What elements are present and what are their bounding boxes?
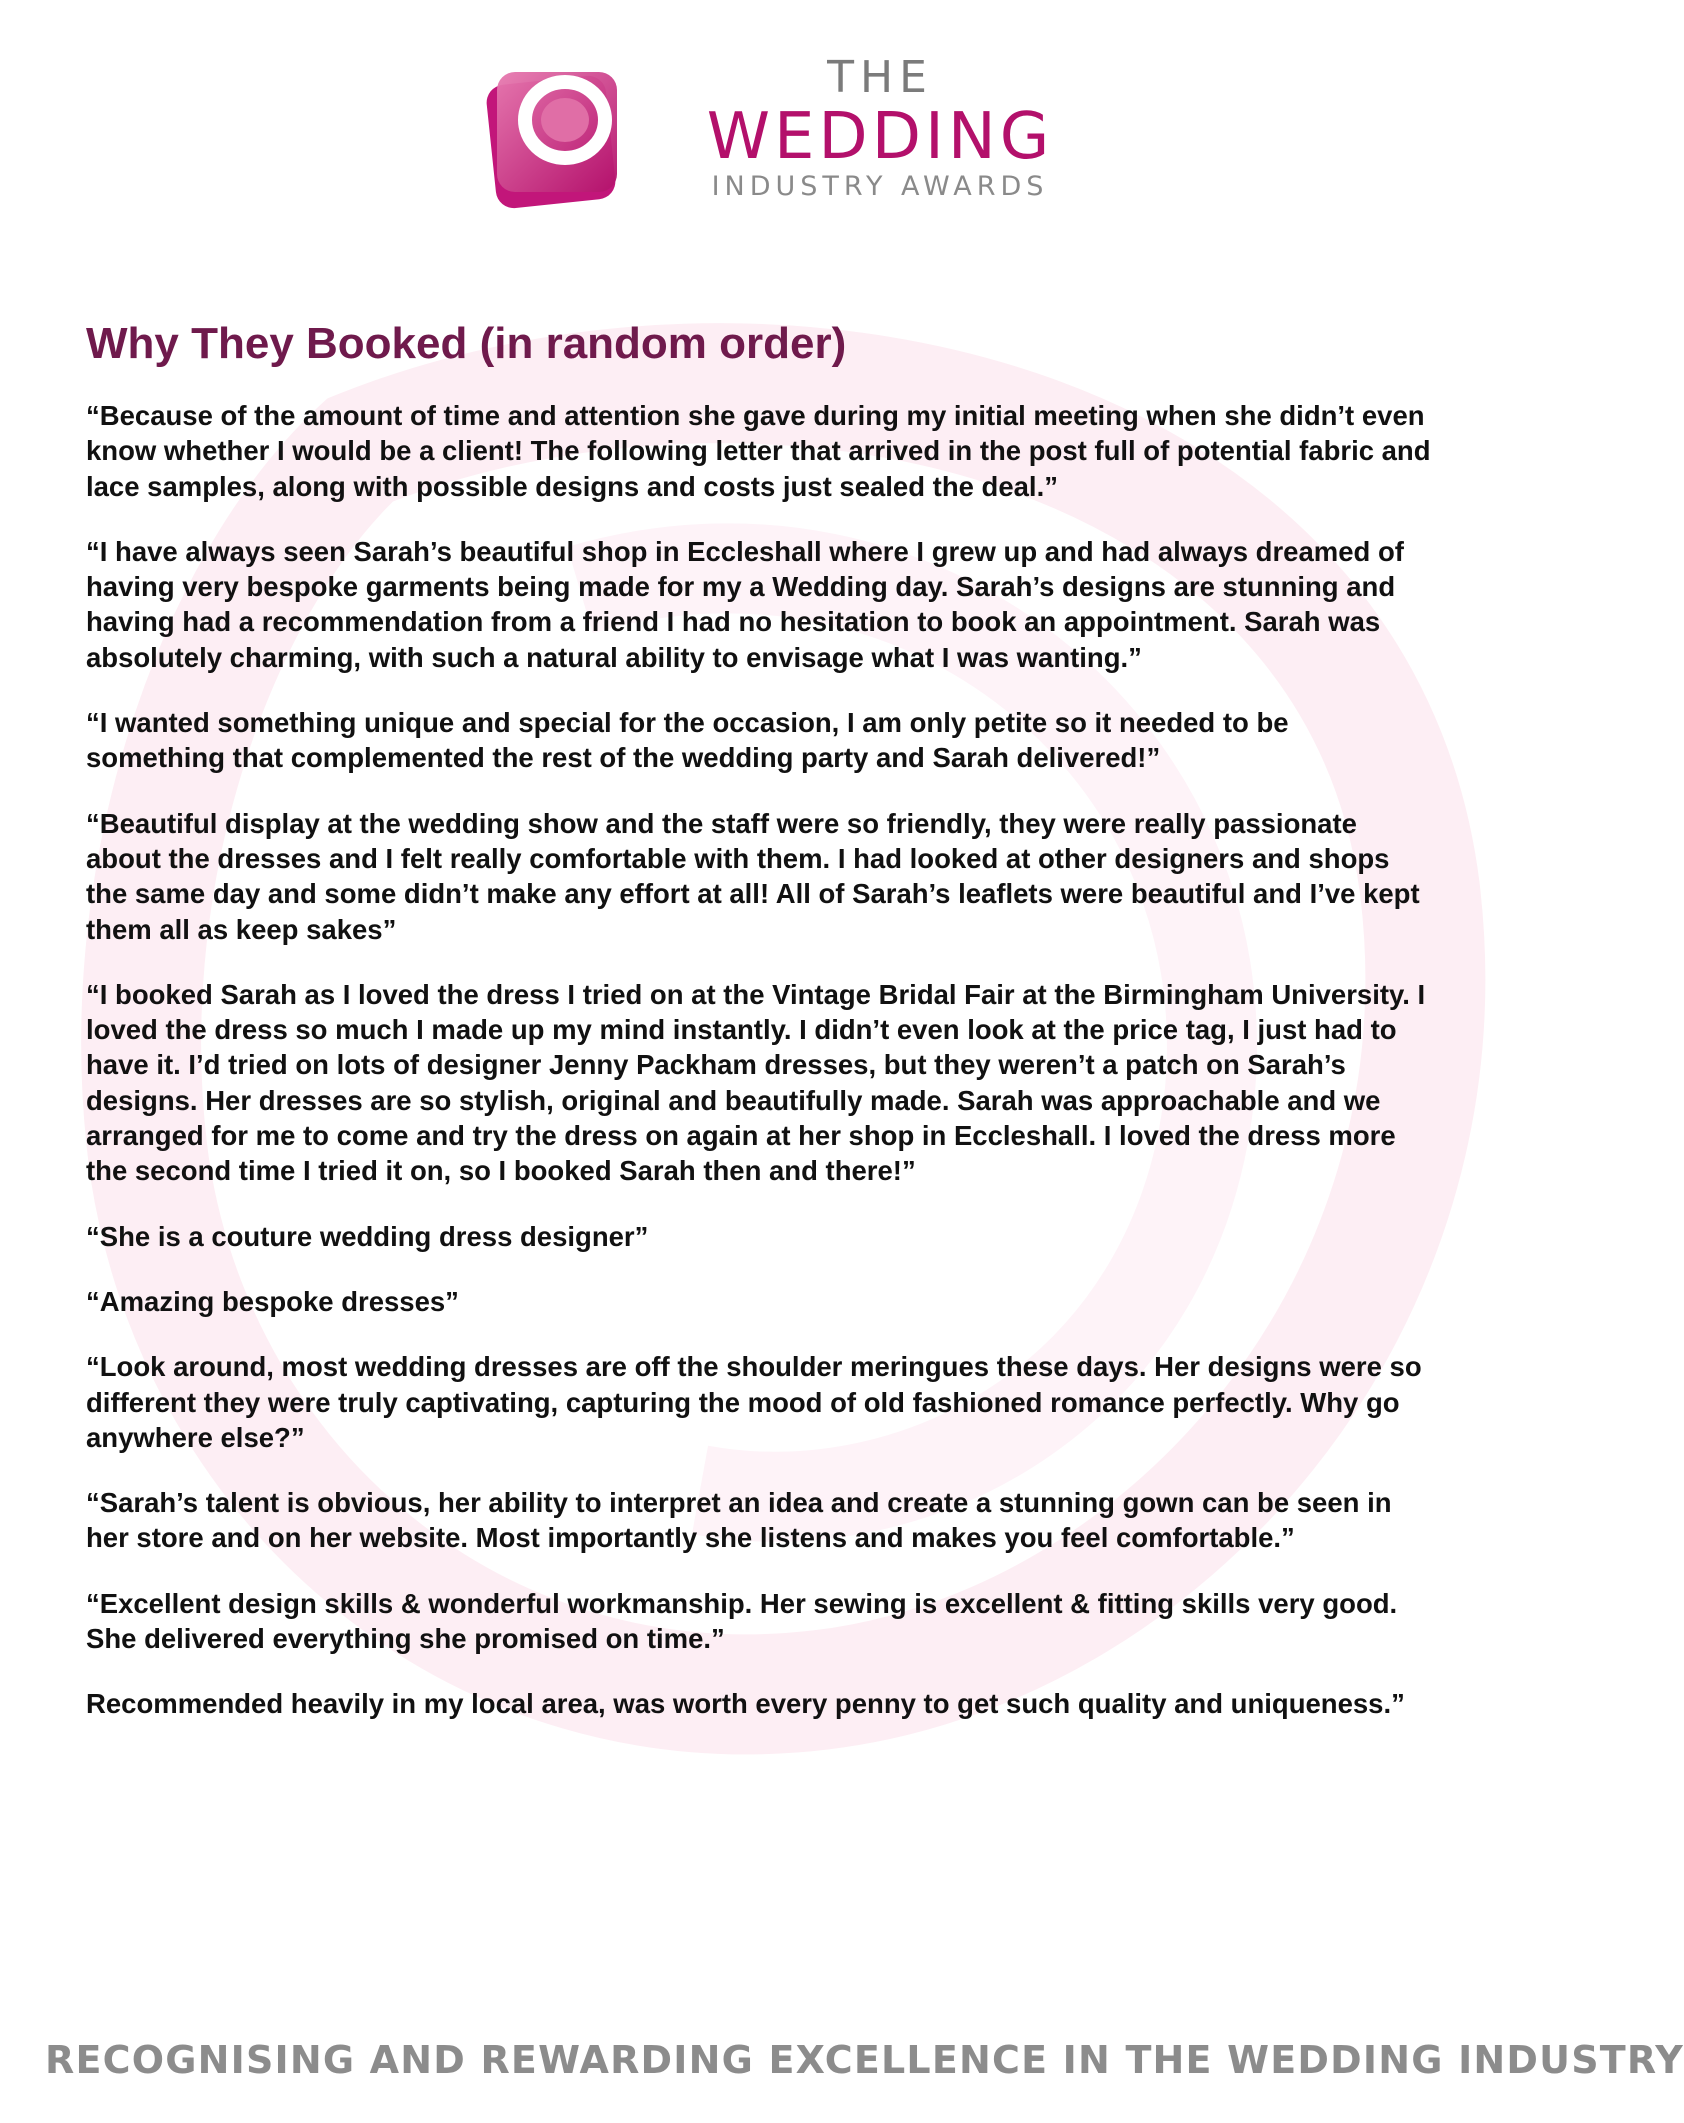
quote-1: “Because of the amount of time and attention she gave during my initial meeting when she didn’t even know whether I would be a client! The following letter that arrived in the post full of potential fabric and lace samples, along with possible designs and costs just sealed the deal.” — [86, 400, 1431, 502]
footer-tagline: RECOGNISING AND REWARDING EXCELLENCE IN THE WEDDING INDUSTRY — [45, 2038, 1684, 2082]
quote-11: Recommended heavily in my local area, was worth every penny to get such quality and uniqueness.” — [86, 1688, 1405, 1720]
document-body — [86, 318, 1431, 1752]
header — [0, 0, 1500, 240]
quote-10: “Excellent design skills & wonderful workmanship. Her sewing is excellent & fitting skills very good. She delivered everything she promised on time.” — [86, 1587, 1398, 1655]
quote-7: “Amazing bespoke dresses” — [86, 1285, 459, 1317]
logo-line-industry-awards: INDUSTRY AWARDS — [711, 171, 1049, 202]
quote-6: “She is a couture wedding dress designer” — [86, 1220, 649, 1252]
wedding-awards-logo-icon — [485, 62, 630, 212]
logo-line-the: THE — [827, 52, 933, 103]
logo-line-wedding: WEDDING — [706, 100, 1054, 174]
quote-3: “I wanted something unique and special for the occasion, I am only petite so it needed to be something that complemented the rest of the wedding party and Sarah delivered!” — [86, 707, 1289, 774]
quote-4: “Beautiful display at the wedding show and the staff were so friendly, they were really passionate about the dresses and I felt really comfortable with them. I had looked at other designers and shops the same day and some didn’t make any effort at all! All of Sarah’s leaflets were beautiful and I’ve kept them all as keep sakes” — [86, 807, 1420, 945]
quote-5: “I booked Sarah as I loved the dress I tried on at the Vintage Bridal Fair at the Birmingham University. I loved the dress so much I made up my mind instantly. I didn’t even look at the price tag, I just had to have it. I’d tried on lots of designer Jenny Packham dresses, but they weren’t a patch on Sarah’s designs. Her dresses are so stylish, original and beautifully made. Sarah was approachable and we arranged for me to come and try the dress on again at her shop in Eccleshall. I loved the dress more the second time I tried it on, so I booked Sarah then and there!” — [86, 978, 1426, 1187]
quote-2: “I have always seen Sarah’s beautiful shop in Eccleshall where I grew up and had always dreamed of having very bespoke garments being made for my a Wedding day. Sarah’s designs are stunning and having had a recommendation from a friend I had no hesitation to book an appointment. Sarah was absolutely charming, with such a natural ability to envisage what I was wanting.” — [86, 535, 1404, 673]
quote-9: “Sarah’s talent is obvious, her ability to interpret an idea and create a stunning gown can be seen in her store and on her website. Most importantly she listens and makes you feel comfortable.” — [86, 1487, 1392, 1554]
page-title: Why They Booked (in random order) — [86, 319, 847, 368]
logo-wordmark — [680, 52, 1080, 204]
quote-8: “Look around, most wedding dresses are off the shoulder meringues these days. Her designs were so different they were truly captivating, capturing the mood of old fashioned romance perfectly. Why go anywhere else?” — [86, 1351, 1422, 1453]
